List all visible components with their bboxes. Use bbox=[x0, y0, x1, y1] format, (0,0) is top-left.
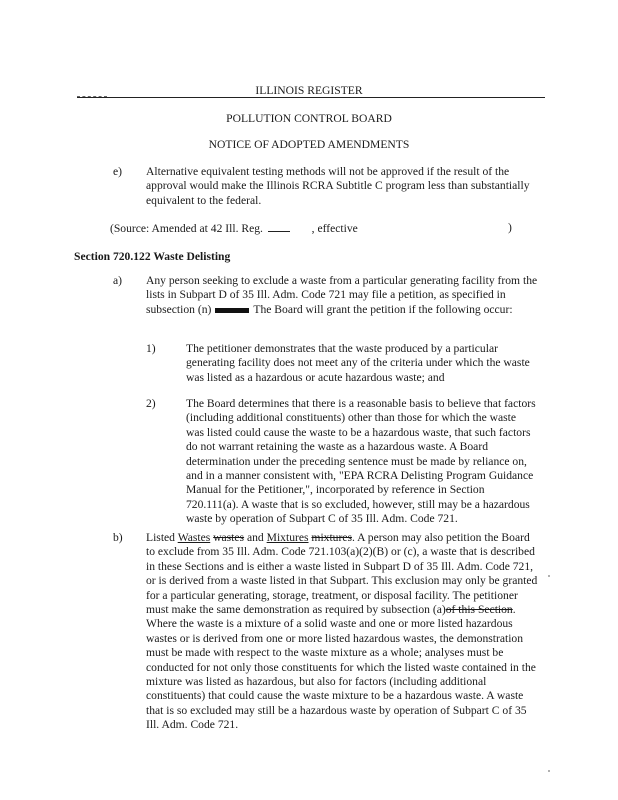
source-line bbox=[110, 221, 530, 236]
item-b-text bbox=[146, 531, 539, 733]
item-a1-text: The petitioner demonstrates that the waste produced by a particular generating facility does not meet any of the criteria under which the waste was listed as a hazardous or acute hazardous waste; and bbox=[186, 342, 530, 384]
notice-title: NOTICE OF ADOPTED AMENDMENTS bbox=[208, 138, 410, 151]
register-title: ILLINOIS REGISTER bbox=[255, 84, 363, 97]
item-a-part1: Any person seeking to exclude a waste from a particular generating facility from the lists in Subpart D of 35 Ill. Adm. Code 721 may file a petition, as specified in subsection (n) bbox=[146, 274, 538, 316]
source-close: ) bbox=[508, 221, 512, 234]
source-effective: , effective bbox=[311, 222, 358, 235]
deleted-mixtures: mixtures bbox=[311, 531, 352, 544]
item-b-t4: . Where the waste is a mixture of a solid waste and one or more listed hazardous wastes or is derived from one or more listed hazardous wastes, the demonstration must be made with respect to the waste mixture as a whole; analyses must be conducted for not only those constituents for which the listed waste contained in the mixture was listed as hazardous, but also for factors (including additional constituents) that could cause the waste mixture to be a hazardous waste. A waste that is so excluded may still be a hazardous waste by operation of Subpart C of 35 Ill. Adm. Code 721. bbox=[146, 603, 536, 732]
item-e-text: Alternative equivalent testing methods will not be approved if the result of the approval would make the Illinois RCRA Subtitle C program less than substantially equivalent to the federal. bbox=[146, 165, 530, 207]
scan-speck bbox=[548, 770, 550, 772]
redaction-mark bbox=[215, 308, 249, 313]
header-rule bbox=[77, 97, 545, 98]
item-b-label: b) bbox=[113, 531, 123, 544]
item-b-t3: . A person may also petition the Board to exclude from 35 Ill. Adm. Code 721.103(a)(2)(B) or (c), a waste that is described in these Sections and is either a waste listed in Subpart D of 35 Ill. Adm. Code 721, or is derived from a waste listed in that Subpart. This exclusion may only be granted for a particular generating, storage, treatment, or disposal facility. The petitioner must make the same demonstration as required by subsection (a) bbox=[146, 531, 538, 617]
item-a-label: a) bbox=[113, 274, 123, 287]
scan-speck bbox=[548, 575, 550, 577]
deleted-wastes: wastes bbox=[213, 531, 245, 544]
item-b-t2: and bbox=[246, 531, 264, 544]
source-text: (Source: Amended at 42 Ill. Reg. bbox=[110, 222, 263, 235]
inserted-wastes: Wastes bbox=[177, 531, 211, 544]
item-a-part2: The Board will grant the petition if the following occur: bbox=[253, 302, 513, 316]
item-b-t1: Listed bbox=[146, 531, 175, 544]
deleted-of-this-section: of this Section bbox=[445, 603, 513, 617]
section-heading: Section 720.122 Waste Delisting bbox=[74, 250, 231, 263]
item-a1-label: 1) bbox=[146, 342, 156, 355]
inserted-mixtures: Mixtures bbox=[266, 531, 309, 544]
item-e-label: e) bbox=[113, 165, 123, 178]
board-title: POLLUTION CONTROL BOARD bbox=[226, 112, 392, 125]
item-a2-label: 2) bbox=[146, 397, 156, 410]
item-a-text bbox=[146, 274, 539, 317]
item-a2-text: The Board determines that there is a reasonable basis to believe that factors (including additional constituents) other than those for which the waste was listed could cause the waste to be a hazardous waste, that such factors do not warrant retaining the waste as a hazardous waste. A Board determination under the preceding sentence must be made by reliance on, and in a manner consistent with, "EPA RCRA Delisting Program Guidance Manual for the Petitioner,", incorporated by reference in Section 720.111(a). A waste that is so excluded, however, still may be a hazardous waste by operation of Subpart C of 35 Ill. Adm. Code 721. bbox=[186, 397, 536, 526]
source-blank bbox=[268, 221, 290, 232]
